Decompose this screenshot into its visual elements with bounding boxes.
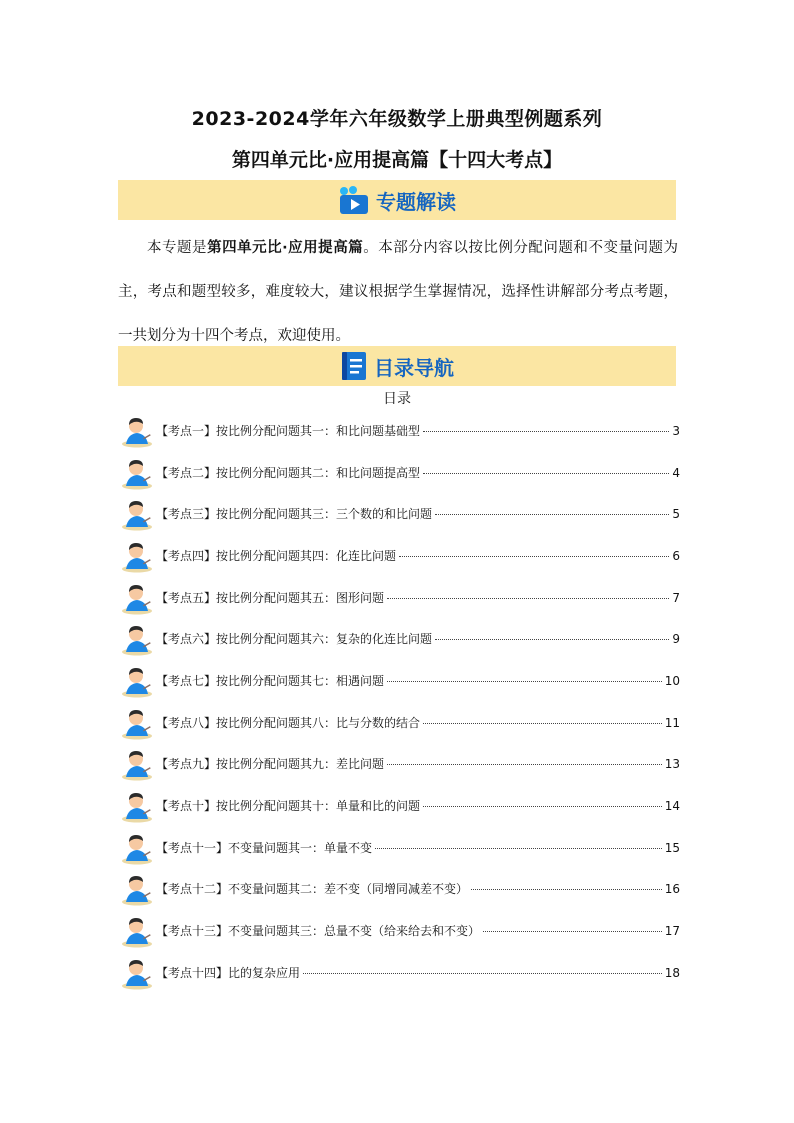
student-avatar-icon <box>120 581 154 615</box>
toc-page-number: 13 <box>664 757 680 772</box>
toc-page-number: 10 <box>664 673 680 688</box>
toc-entry-line <box>156 591 680 605</box>
toc-entry-title: 【考点一】按比例分配问题其一：和比问题基础型 <box>156 423 421 438</box>
toc-page-number: 7 <box>672 590 680 605</box>
toc-entry-line <box>156 799 680 813</box>
toc-dot-leader <box>471 889 662 890</box>
toc-entry-title: 【考点七】按比例分配问题其七：相遇问题 <box>156 673 385 688</box>
toc-dot-leader <box>387 681 662 682</box>
toc-page-number: 6 <box>672 548 680 563</box>
toc-page-number: 15 <box>664 840 680 855</box>
section-label-toc: 目录导航 <box>374 355 454 380</box>
toc-entry[interactable] <box>120 660 680 702</box>
toc-dot-leader <box>423 723 662 724</box>
toc-entry-line <box>156 841 680 855</box>
toc-dot-leader <box>387 764 662 765</box>
toc-entry[interactable] <box>120 618 680 660</box>
toc-entry-line <box>156 424 680 438</box>
student-avatar-icon <box>120 747 154 781</box>
toc-entry[interactable] <box>120 869 680 911</box>
student-avatar-icon <box>120 872 154 906</box>
toc-entry-title: 【考点六】按比例分配问题其六：复杂的化连比问题 <box>156 632 433 647</box>
toc-dot-leader <box>303 973 662 974</box>
toc-entry-line <box>156 549 680 563</box>
toc-dot-leader <box>423 431 669 432</box>
document-subtitle: 第四单元比·应用提高篇【十四大考点】 <box>231 149 563 171</box>
toc-entry-line <box>156 757 680 771</box>
student-avatar-icon <box>120 706 154 740</box>
student-avatar-icon <box>120 956 154 990</box>
toc-entry-title: 【考点十四】比的复杂应用 <box>156 965 301 980</box>
student-avatar-icon <box>120 539 154 573</box>
toc-entry[interactable] <box>120 452 680 494</box>
toc-page-number: 14 <box>664 799 680 814</box>
toc-dot-leader <box>435 639 669 640</box>
toc-entry-line <box>156 632 680 646</box>
video-play-icon <box>338 185 370 215</box>
student-avatar-icon <box>120 831 154 865</box>
toc-entry-line <box>156 716 680 730</box>
toc-dot-leader <box>375 848 662 849</box>
toc-entry-line <box>156 507 680 521</box>
toc-page-number: 16 <box>664 882 680 897</box>
student-avatar-icon <box>120 497 154 531</box>
student-avatar-icon <box>120 914 154 948</box>
student-avatar-icon <box>120 414 154 448</box>
student-avatar-icon <box>120 664 154 698</box>
book-icon <box>340 350 368 382</box>
toc-dot-leader <box>387 598 669 599</box>
toc-dot-leader <box>435 514 669 515</box>
toc-entry-title: 【考点八】按比例分配问题其八：比与分数的结合 <box>156 715 421 730</box>
toc-page-number: 11 <box>664 715 680 730</box>
toc-entry-line <box>156 882 680 896</box>
intro-text-bold: 第四单元比·应用提高篇 <box>207 240 364 256</box>
table-of-contents <box>120 410 680 994</box>
section-label-intro: 专题解读 <box>376 189 456 214</box>
toc-entry[interactable] <box>120 785 680 827</box>
intro-paragraph <box>118 226 678 358</box>
toc-page-number: 9 <box>672 632 680 647</box>
toc-entry-title: 【考点十二】不变量问题其二：差不变（同增同减差不变） <box>156 882 469 897</box>
toc-page-number: 18 <box>664 965 680 980</box>
toc-entry-line <box>156 466 680 480</box>
toc-entry[interactable] <box>120 910 680 952</box>
toc-entry-title: 【考点五】按比例分配问题其五：图形问题 <box>156 590 385 605</box>
toc-entry[interactable] <box>120 493 680 535</box>
section-banner-intro <box>118 180 676 220</box>
toc-page-number: 17 <box>664 924 680 939</box>
student-avatar-icon <box>120 622 154 656</box>
intro-text-rest: 。本部分内容以按比例分配问题和不变量问题为主，考点和题型较多，难度较大，建议根据学生掌握情况，选择性讲解部分考点考题，一共划分为十四个考点，欢迎使用。 <box>118 240 679 344</box>
toc-entry[interactable] <box>120 577 680 619</box>
toc-dot-leader <box>423 806 662 807</box>
toc-entry[interactable] <box>120 702 680 744</box>
toc-entry-title: 【考点四】按比例分配问题其四：化连比问题 <box>156 548 397 563</box>
toc-entry[interactable] <box>120 410 680 452</box>
document-title: 2023-2024学年六年级数学上册典型例题系列 <box>191 108 603 130</box>
toc-entry-title: 【考点二】按比例分配问题其二：和比问题提高型 <box>156 465 421 480</box>
toc-entry-line <box>156 966 680 980</box>
student-avatar-icon <box>120 789 154 823</box>
toc-entry-title: 【考点三】按比例分配问题其三：三个数的和比问题 <box>156 507 433 522</box>
toc-entry[interactable] <box>120 952 680 994</box>
toc-entry-line <box>156 924 680 938</box>
toc-dot-leader <box>483 931 662 932</box>
toc-dot-leader <box>399 556 669 557</box>
student-avatar-icon <box>120 456 154 490</box>
toc-entry-title: 【考点九】按比例分配问题其九：差比问题 <box>156 757 385 772</box>
toc-entry-title: 【考点十一】不变量问题其一：单量不变 <box>156 840 373 855</box>
toc-entry-line <box>156 674 680 688</box>
toc-entry[interactable] <box>120 827 680 869</box>
toc-entry[interactable] <box>120 535 680 577</box>
section-banner-toc <box>118 346 676 386</box>
toc-dot-leader <box>423 473 669 474</box>
toc-entry-title: 【考点十】按比例分配问题其十：单量和比的问题 <box>156 799 421 814</box>
toc-heading: 日录 <box>383 391 411 407</box>
toc-page-number: 5 <box>672 507 680 522</box>
toc-entry-title: 【考点十三】不变量问题其三：总量不变（给来给去和不变） <box>156 924 481 939</box>
intro-text-prefix: 本专题是 <box>147 240 208 256</box>
toc-entry[interactable] <box>120 744 680 786</box>
toc-page-number: 4 <box>672 465 680 480</box>
toc-page-number: 3 <box>672 423 680 438</box>
